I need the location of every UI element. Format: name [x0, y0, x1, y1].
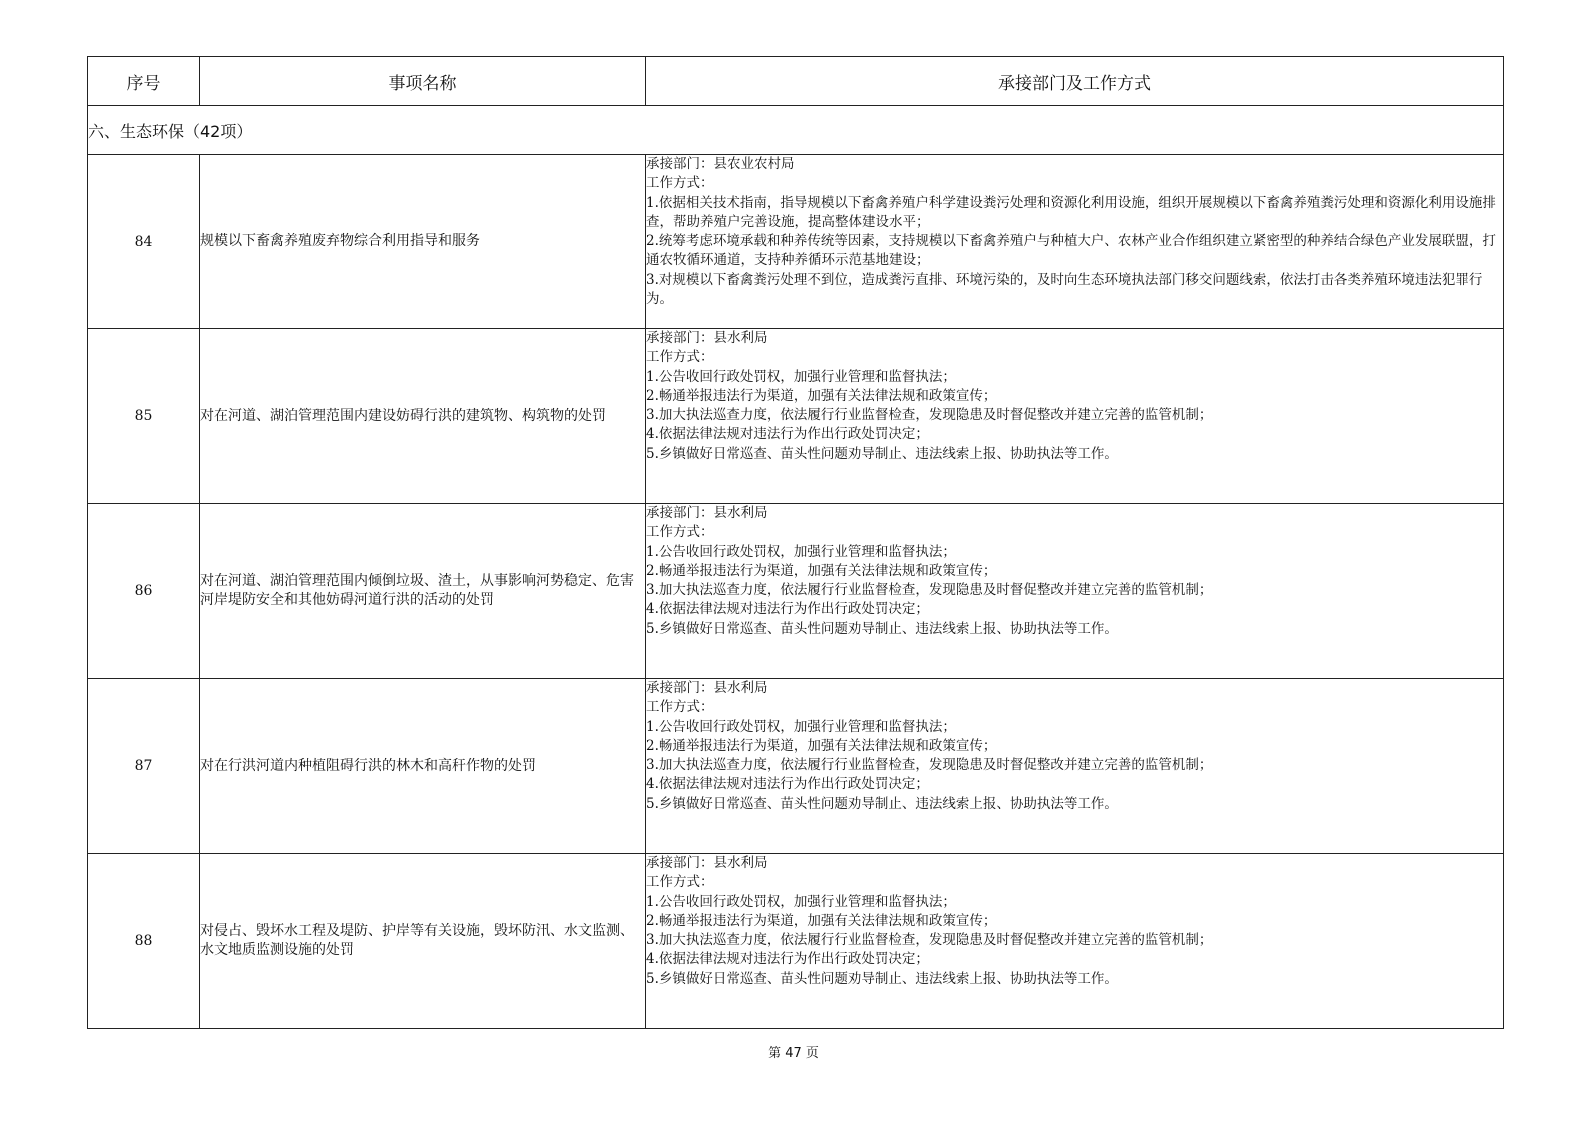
dept-line: 承接部门：县水利局 — [646, 680, 768, 696]
method-item: 4.依据法律法规对违法行为作出行政处罚决定； — [646, 426, 929, 443]
method-item: 2.畅通举报违法行为渠道，加强有关法律法规和政策宣传； — [646, 387, 997, 404]
row-number: 84 — [88, 155, 200, 329]
row-number: 86 — [88, 504, 200, 679]
dept-line: 承接部门：县水利局 — [646, 505, 768, 521]
method-item: 2.畅通举报违法行为渠道，加强有关法律法规和政策宣传； — [646, 562, 997, 579]
method-label: 工作方式： — [646, 699, 714, 716]
method-item: 2.畅通举报违法行为渠道，加强有关法律法规和政策宣传； — [646, 912, 997, 929]
method-item: 3.加大执法巡查力度，依法履行行业监督检查，发现隐患及时督促整改并建立完善的监管机制； — [646, 407, 1213, 424]
method-item: 1.公告收回行政处罚权，加强行业管理和监督执法； — [646, 368, 956, 385]
dept-method-cell — [646, 679, 1504, 854]
dept-line: 承接部门：县农业农村局 — [646, 156, 795, 172]
table-row — [88, 329, 1504, 504]
dept-method-cell — [646, 329, 1504, 504]
method-item: 1.公告收回行政处罚权，加强行业管理和监督执法； — [646, 718, 956, 735]
dept-line: 承接部门：县水利局 — [646, 855, 768, 871]
table-row — [88, 679, 1504, 854]
dept-method-cell — [646, 504, 1504, 679]
method-item: 1.依据相关技术指南，指导规模以下畜禽养殖户科学建设粪污处理和资源化利用设施，组织开展规模以下畜禽养殖粪污处理和资源化利用设施排查，帮助养殖户完善设施，提高整体建设水平； — [646, 194, 1496, 230]
item-name: 对在河道、湖泊管理范围内建设妨碍行洪的建筑物、构筑物的处罚 — [200, 329, 646, 504]
method-item: 5.乡镇做好日常巡查、苗头性问题劝导制止、违法线索上报、协助执法等工作。 — [646, 970, 1118, 987]
section-row — [88, 106, 1504, 155]
item-name: 对在行洪河道内种植阻碍行洪的林木和高秆作物的处罚 — [200, 679, 646, 854]
page-number: 第 47 页 — [768, 1046, 819, 1061]
method-item: 5.乡镇做好日常巡查、苗头性问题劝导制止、违法线索上报、协助执法等工作。 — [646, 795, 1118, 812]
dept-method-cell — [646, 854, 1504, 1029]
item-name: 对在河道、湖泊管理范围内倾倒垃圾、渣土，从事影响河势稳定、危害河岸堤防安全和其他妨碍河道行洪的活动的处罚 — [200, 504, 646, 679]
dept-line: 承接部门：县水利局 — [646, 330, 768, 346]
method-item: 1.公告收回行政处罚权，加强行业管理和监督执法； — [646, 893, 956, 910]
items-table — [87, 56, 1504, 1029]
method-label: 工作方式： — [646, 874, 714, 891]
method-item: 4.依据法律法规对违法行为作出行政处罚决定； — [646, 776, 929, 793]
header-row — [88, 57, 1504, 106]
header-item-name: 事项名称 — [200, 57, 646, 106]
table-row — [88, 854, 1504, 1029]
method-item: 5.乡镇做好日常巡查、苗头性问题劝导制止、违法线索上报、协助执法等工作。 — [646, 620, 1118, 637]
header-serial: 序号 — [88, 57, 200, 106]
method-item: 3.加大执法巡查力度，依法履行行业监督检查，发现隐患及时督促整改并建立完善的监管机制； — [646, 932, 1213, 949]
row-number: 87 — [88, 679, 200, 854]
row-number: 88 — [88, 854, 200, 1029]
method-item: 3.加大执法巡查力度，依法履行行业监督检查，发现隐患及时督促整改并建立完善的监管机制； — [646, 757, 1213, 774]
method-item: 3.对规模以下畜禽粪污处理不到位，造成粪污直排、环境污染的，及时向生态环境执法部门移交问题线索，依法打击各类养殖环境违法犯罪行为。 — [646, 271, 1483, 308]
method-item: 1.公告收回行政处罚权，加强行业管理和监督执法； — [646, 543, 956, 560]
method-item: 4.依据法律法规对违法行为作出行政处罚决定； — [646, 601, 929, 618]
item-name: 规模以下畜禽养殖废弃物综合利用指导和服务 — [200, 155, 646, 329]
method-item: 2.统筹考虑环境承载和种养传统等因素，支持规模以下畜禽养殖户与种植大户、农林产业合作组织建立紧密型的种养结合绿色产业发展联盟，打通农牧循环通道，支持种养循环示范基地建设； — [646, 233, 1496, 269]
item-name: 对侵占、毁坏水工程及堤防、护岸等有关设施，毁坏防汛、水文监测、水文地质监测设施的处罚 — [200, 854, 646, 1029]
method-item: 5.乡镇做好日常巡查、苗头性问题劝导制止、违法线索上报、协助执法等工作。 — [646, 445, 1118, 462]
method-label: 工作方式： — [646, 175, 714, 192]
method-item: 4.依据法律法规对违法行为作出行政处罚决定； — [646, 951, 929, 968]
method-label: 工作方式： — [646, 349, 714, 366]
table-row — [88, 504, 1504, 679]
method-label: 工作方式： — [646, 524, 714, 541]
header-dept-method: 承接部门及工作方式 — [646, 57, 1504, 106]
table-row — [88, 155, 1504, 329]
section-title: 六、生态环保（42项） — [88, 106, 1504, 155]
row-number: 85 — [88, 329, 200, 504]
method-item: 2.畅通举报违法行为渠道，加强有关法律法规和政策宣传； — [646, 737, 997, 754]
dept-method-cell — [646, 155, 1504, 329]
method-item: 3.加大执法巡查力度，依法履行行业监督检查，发现隐患及时督促整改并建立完善的监管机制； — [646, 582, 1213, 599]
